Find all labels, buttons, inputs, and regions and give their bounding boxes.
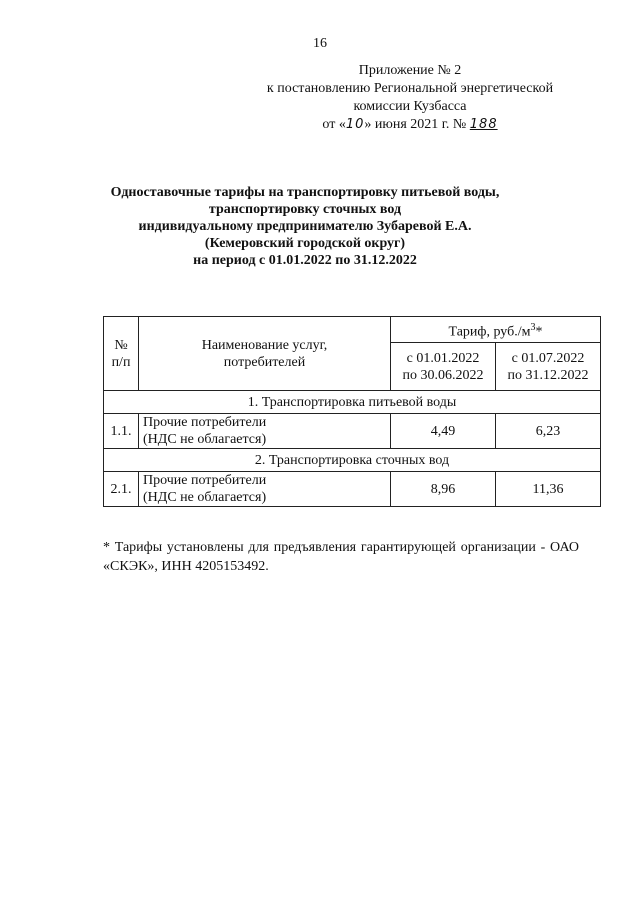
tariff-table bbox=[103, 316, 601, 507]
consumer-label: Прочие потребители bbox=[143, 473, 267, 488]
appendix-title: Приложение № 2 bbox=[358, 63, 462, 78]
handwritten-number: 188 bbox=[469, 117, 498, 132]
section-title: 1. Транспортировка питьевой воды bbox=[104, 391, 601, 414]
row-number: 2.1. bbox=[104, 472, 139, 507]
handwritten-day: 10 bbox=[345, 117, 365, 132]
appendix-resolution-line: к постановлению Региональной энергетической bbox=[266, 81, 554, 96]
header-period-2 bbox=[496, 343, 601, 391]
section-title: 2. Транспортировка сточных вод bbox=[104, 449, 601, 472]
document-title bbox=[95, 184, 515, 269]
section-row bbox=[104, 391, 601, 414]
appendix-header bbox=[240, 62, 580, 134]
header-number bbox=[104, 317, 139, 391]
header-number-line1: № bbox=[114, 337, 128, 353]
header-service-name bbox=[139, 317, 391, 391]
period-1-start: с 01.01.2022 bbox=[406, 350, 480, 366]
tariff-footnote-mark: * bbox=[535, 324, 543, 340]
date-prefix: от « bbox=[322, 117, 346, 132]
title-line: Одноставочные тарифы на транспортировку питьевой воды, bbox=[110, 185, 500, 200]
header-tariff bbox=[391, 317, 601, 343]
row-consumer bbox=[139, 414, 391, 449]
header-period-1 bbox=[391, 343, 496, 391]
row-number: 1.1. bbox=[104, 414, 139, 449]
header-name-line2: потребителей bbox=[223, 354, 306, 370]
tariff-value-period-1: 4,49 bbox=[391, 414, 496, 449]
header-number-line2: п/п bbox=[111, 354, 131, 370]
tariff-value-period-1: 8,96 bbox=[391, 472, 496, 507]
vat-note: (НДС не облагается) bbox=[143, 432, 267, 447]
consumer-label: Прочие потребители bbox=[143, 415, 267, 430]
table-row bbox=[104, 414, 601, 449]
section-row bbox=[104, 449, 601, 472]
appendix-date-line bbox=[240, 116, 580, 134]
appendix-commission-line: комиссии Кузбасса bbox=[353, 99, 467, 114]
header-row bbox=[104, 317, 601, 343]
tariff-unit: Тариф, руб./м bbox=[448, 324, 531, 340]
vat-note: (НДС не облагается) bbox=[143, 490, 267, 505]
page-number: 16 bbox=[313, 36, 327, 51]
tariff-unit-superscript: 3 bbox=[530, 321, 536, 333]
header-name-line1: Наименование услуг, bbox=[201, 337, 328, 353]
table-row bbox=[104, 472, 601, 507]
title-line: на период с 01.01.2022 по 31.12.2022 bbox=[193, 253, 417, 268]
tariff-value-period-2: 6,23 bbox=[496, 414, 601, 449]
title-line: (Кемеровский городской округ) bbox=[204, 236, 406, 251]
footnote: * Тарифы установлены для предъявления гарантирующей организации - ОАО «СКЭК», ИНН 4205153492. bbox=[103, 540, 579, 574]
title-line: транспортировку сточных вод bbox=[208, 202, 402, 217]
period-1-end: по 30.06.2022 bbox=[402, 367, 484, 383]
tariff-value-period-2: 11,36 bbox=[496, 472, 601, 507]
period-2-start: с 01.07.2022 bbox=[511, 350, 585, 366]
date-middle: » июня 2021 г. № bbox=[364, 117, 467, 132]
row-consumer bbox=[139, 472, 391, 507]
period-2-end: по 31.12.2022 bbox=[507, 367, 589, 383]
title-line: индивидуальному предпринимателю Зубаревой Е.А. bbox=[138, 219, 472, 234]
